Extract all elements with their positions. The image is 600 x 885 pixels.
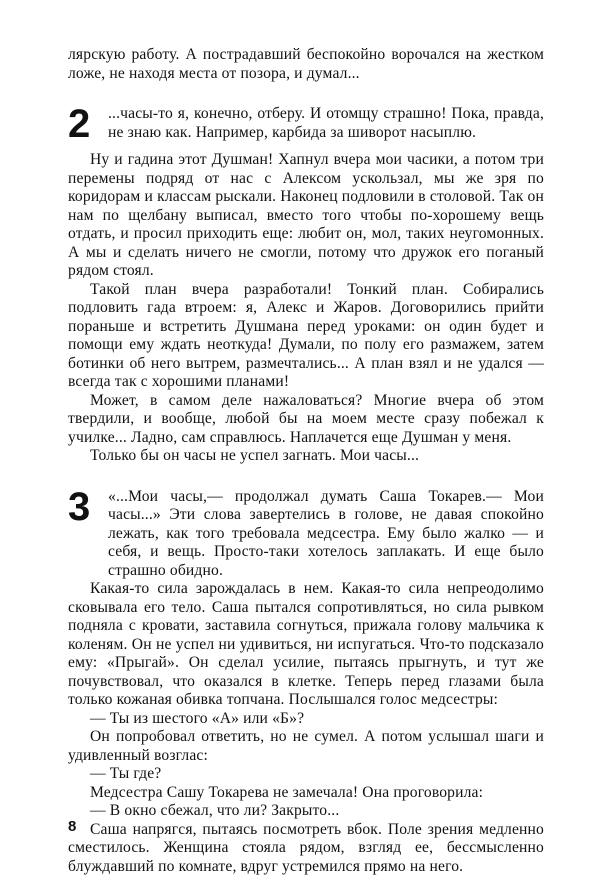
paragraph: Может, в самом деле нажаловаться? Многие вчера об этом твердили, и вообще, любой бы на моем месте сразу побежал к училке... Ладно, сам справлюсь. Наплачется еще Душман у меня. <box>68 391 544 446</box>
text-column <box>68 46 544 876</box>
section-2 <box>68 102 544 466</box>
section-number: 2 <box>68 102 91 146</box>
section-3 <box>68 484 544 877</box>
paragraph: Такой план вчера разработали! Тонкий план. Собирались подловить гада втроем: я, Алекс и Жаров. Договорились прийти пораньше и встретить Душмана перед уроками: он один будет и помощи ему ждать неоткуда! Думали, по полу его размажем, затем ботинки об него вытрем, размечтались... А план взял и не удался — всегда так с хорошими планами! <box>68 280 544 390</box>
dialogue-line: — В окно сбежал, что ли? Закрыто... <box>90 802 340 819</box>
paragraph-gap <box>68 142 544 151</box>
section-gap <box>68 466 544 488</box>
dialogue-line: — Ты из шестого «А» или «Б»? <box>90 709 305 727</box>
paragraph: Он попробовал ответить, но не сумел. А потом услышал шаги и удивленный возглас: <box>68 728 544 764</box>
section-3-head <box>68 484 544 581</box>
dialogue-line: — Ты где? <box>90 765 162 782</box>
paragraph: Какая-то сила зарождалась в нем. Какая-то сила непреодолимо сковывала его тело. Саша пытался сопротивляться, но сила рывком подняла с кровати, заставила согнуться, прижала голову мальчика к коленям. Он не успел ни удивиться, ни испугаться. Что-то подсказало ему: «Прыгай». Он сделал усилие, пытаясь прыгнуть, и тут же почувствовал, что оказался в клетке. Теперь перед глазами была только кожаная обивка топчана. Послышался голос медсестры: <box>68 580 544 708</box>
intro-paragraph: лярскую работу. А пострадавший беспокойно ворочался на жестком ложе, не находя места от позора, и думал... <box>68 46 544 82</box>
paragraph: Только бы он часы не успел загнать. Мои часы... <box>90 447 420 464</box>
section-lead-text: ...часы-то я, конечно, отберу. И отомщу страшно! Пока, правда, не знаю как. Например, карбида за шиворот насыплю. <box>108 105 544 141</box>
page-number: 8 <box>68 818 77 835</box>
paragraph: Ну и гадина этот Душман! Хапнул вчера мои часики, а потом три перемены подряд от нас с Алексом ускользал, мы же зря по коридорам и классам рыскали. Наконец подловили в столовой. Так он нам по щелбану выписал, вместо того чтобы по-хорошему вещь отдать, и просил приходить еще: любит он, мол, таких неугомонных. А мы и сделать ничего не смогли, потому что дружок его поганый рядом стоял. <box>68 151 544 279</box>
paragraph: Медсестра Сашу Токарева не замечала! Она проговорила: <box>90 783 484 801</box>
section-2-head <box>68 102 544 146</box>
paragraph: Саша напрягся, пытаясь посмотреть вбок. Поле зрения медленно сместилось. Женщина стояла рядом, взгляд ее, бессмысленно блуждавший по комнате, вдруг устремился прямо на него. <box>68 820 544 875</box>
section-lead-text: «...Мои часы,— продолжал думать Саша Токарев.— Мои часы...» Эти слова завертелись в голове, не давая спокойно лежать, как того требовала медсестра. Ему было жалко — и себя, и вещь. Просто-таки хотелось заплакать. И еще было страшно обидно. <box>108 487 544 579</box>
section-gap <box>68 83 544 105</box>
section-number: 3 <box>68 484 91 529</box>
